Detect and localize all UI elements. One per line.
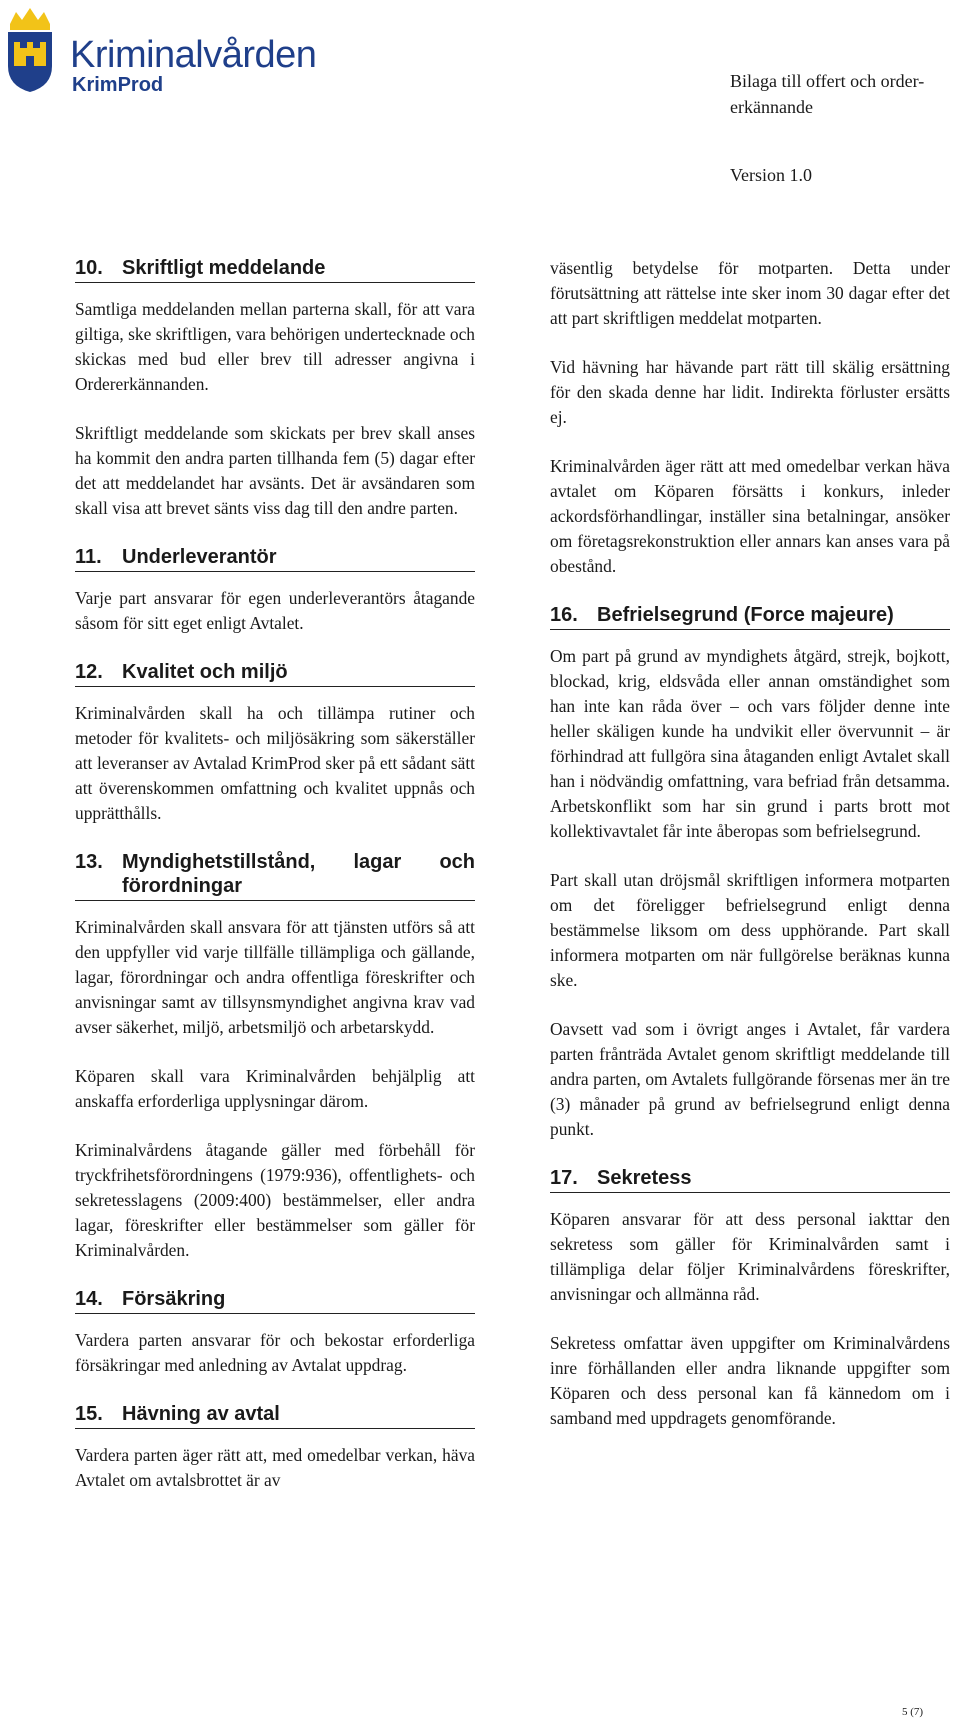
section-heading: 10. Skriftligt meddelande [75, 256, 475, 283]
section-heading: 14. Försäkring [75, 1287, 475, 1314]
paragraph: Kriminalvården skall ha och tillämpa rutiner och metoder för kvalitets- och miljösäkring som säkerställer att leveranser av Avtalad KrimProd sker på ett sådant sätt att överenskommen omfattning och kvalitet uppnås och upprätthålls. [75, 703, 475, 823]
section-heading: 16. Befrielsegrund (Force majeure) [550, 603, 950, 630]
logo-brand: Kriminalvården [70, 34, 317, 76]
document-header: Bilaga till offert och order-erkännande [730, 71, 925, 117]
section-heading: 15. Hävning av avtal [75, 1402, 475, 1429]
right-column [550, 256, 950, 1455]
left-column [75, 256, 475, 1517]
logo-sub: KrimProd [72, 74, 164, 96]
paragraph: Oavsett vad som i övrigt anges i Avtalet, får vardera parten frånträda Avtalet genom skriftligt meddelande till andra parten, om Avtalets fullgörande försenas mer än tre (3) månader på grund av befrielsegrund enligt denna punkt. [550, 1019, 950, 1139]
paragraph: Köparen skall vara Kriminalvården behjälplig att anskaffa erforderliga upplysningar därom. [75, 1066, 475, 1111]
paragraph: Skriftligt meddelande som skickats per brev skall anses ha kommit den andra parten tillhanda fem (5) dagar efter det att meddelandet har avsänts. Det är avsändaren som skall visa att brevet sänts viss dag till den andre parten. [75, 423, 475, 518]
paragraph: Kriminalvårdens åtagande gäller med förbehåll för tryckfrihetsförordningens (1979:936), offentlighets- och sekretesslagens (2009:400) bestämmelser, eller andra lagar, föreskrifter eller bestämmelser som gäller för Kriminalvården. [75, 1140, 475, 1260]
paragraph: Vardera parten ansvarar för och bekostar erforderliga försäkringar med anledning av Avtalat uppdrag. [75, 1330, 475, 1375]
paragraph: Om part på grund av myndighets åtgärd, strejk, bojkott, blockad, krig, eldsvåda eller annan omständighet som han inte kan råda över – och vars följder denne inte heller skäligen kunde ha undvikit eller övervunnit – är förhindrad att fullgöra sina åtaganden enligt Avtalet skall han i nödvändig omfattning, vara befriad från detsamma. Arbetskonflikt som har sin grund i parts brott mot kollektivavtalet får inte åberopas som befrielsegrund. [550, 646, 950, 841]
crown-shield-icon [4, 4, 56, 94]
section-heading: 11. Underleverantör [75, 545, 475, 572]
paragraph: Part skall utan dröjsmål skriftligen informera motparten om det föreligger befrielsegrund enligt denna bestämmelse liksom om dess upphörande. Part skall informera motparten om när fullgörelse beräknas kunna ske. [550, 870, 950, 990]
paragraph: Vid hävning har hävande part rätt till skälig ersättning för den skada denne har lidit. Indirekta förluster ersätts ej. [550, 357, 950, 427]
section-heading: 13. Myndighetstillstånd, lagar och förordningar [75, 850, 475, 901]
paragraph: Varje part ansvarar för egen underleverantörs åtagande såsom för sitt eget enligt Avtalet. [75, 588, 475, 633]
paragraph: Köparen ansvarar för att dess personal iakttar den sekretess som gäller för Kriminalvården samt i tillämpliga delar följer Kriminalvårdens föreskrifter, anvisningar och allmänna råd. [550, 1209, 950, 1304]
paragraph: Sekretess omfattar även uppgifter om Kriminalvårdens inre förhållanden eller andra liknande uppgifter som Köparen och dess personal kan få kännedom om i samband med uppdragets genomförande. [550, 1333, 950, 1428]
document-version: Version 1.0 [730, 165, 812, 185]
paragraph: Kriminalvården skall ansvara för att tjänsten utförs så att den uppfyller vid varje tillfälle tillämpliga och gällande, lagar, förordningar och andra offentliga föreskrifter och anvisningar samt av tillsynsmyndighet angivna krav vad avser säkerhet, miljö, arbetsmiljö och arbetarskydd. [75, 917, 475, 1037]
section-heading: 12. Kvalitet och miljö [75, 660, 475, 687]
paragraph: Kriminalvården äger rätt att med omedelbar verkan häva avtalet om Köparen försätts i konkurs, inleder ackordsförhandlingar, inställer sina betalningar, ansöker om företagsrekonstruktion eller annars kan anses vara på obestånd. [550, 456, 950, 576]
paragraph: Samtliga meddelanden mellan parterna skall, för att vara giltiga, ske skriftligen, vara behörigen undertecknade och skickas med bud eller brev till adresser angivna i Ordererkännanden. [75, 299, 475, 394]
page-number: 5 (7) [902, 1706, 924, 1718]
paragraph: Vardera parten äger rätt att, med omedelbar verkan, häva Avtalet om avtalsbrottet är av [75, 1445, 475, 1490]
kriminalvarden-logo [4, 4, 334, 94]
section-heading: 17. Sekretess [550, 1166, 950, 1193]
paragraph: väsentlig betydelse för motparten. Detta under förutsättning att rättelse inte sker inom 30 dagar efter det att part skriftligen meddelat motparten. [550, 258, 950, 328]
